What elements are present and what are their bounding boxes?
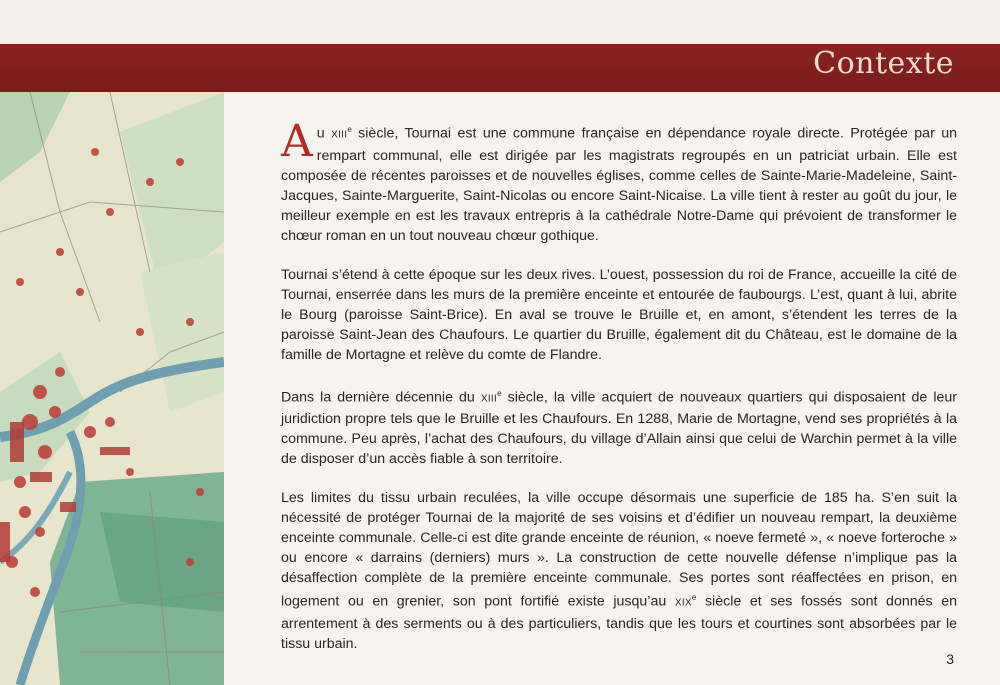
paragraph-4-text-b: siècle et ses fossés sont donnés en arrentement à des serments ou à des particuliers, tandis que les tours et courtines sont absorbées par le tissu urbain. (281, 594, 958, 653)
top-margin (0, 0, 1000, 44)
paragraph-1 (281, 116, 957, 246)
paragraph-1-text-a: u (316, 125, 332, 142)
century-numeral: XIX (674, 598, 692, 610)
paragraph-4-text-a: Les limites du tissu urbain reculées, la ville occupe désormais une superficie de 185 ha. S’en suit la nécessité de protéger Tournai de la majorité de ses voisins et d’édifier un nouveau rempart, la deuxième enceinte communale. Celle-ci est dite grande enceinte de réunion, « noeve fermeté », « noeve forteroche » ou encore « darrains (derniers) murs ». La construction de cette nouvelle défense n’implique pas la désaffection complète de la première enceinte communale. Ses portes sont réaffectées en prison, en logement ou en grenier, son pont fortifié existe jusqu’au (281, 490, 957, 611)
century-numeral: XIII (331, 129, 348, 141)
century-superscript: e (497, 388, 502, 398)
century-numeral: XIII (480, 393, 498, 405)
page-title: Contexte (813, 46, 954, 81)
century-superscript: e (691, 593, 697, 603)
map-drawing (0, 92, 224, 685)
paragraph-3 (281, 384, 957, 470)
paragraph-4 (281, 488, 957, 654)
paragraph-3-text-a: Dans la dernière décennie du (281, 389, 481, 406)
main-text (281, 116, 958, 673)
paragraph-3-text-b: siècle, la ville acquiert de nouveaux quartiers qui disposaient de leur juridiction propre tels que le Bruille et les Chaufours. En 1288, Marie de Mortagne, vend ses propriétés à la commune. Peu après, l’achat des Chaufours, du village d’Allain ainsi que celui de Warchin permet à la ville de disposer d’un accès fiable à son territoire. (281, 389, 957, 468)
page-number: 3 (946, 651, 954, 667)
paragraph-1-text-b: siècle, Tournai est une commune française en dépendance royale directe. Protégée par un rempart communal, elle est dirigée par les magistrats regroupés en un patriciat urbain. Elle est composée de récentes paroisses et de nouvelles églises, comme celles de Sainte-Marie-Madeleine, Saint-Jacques, Sainte-Marguerite, Saint-Nicolas ou encore Saint-Nicaise. La ville tient à rester au goût du jour, le meilleur exemple en est les travaux entrepris à la cathédrale Notre-Dame qui prévoient de transformer le chœur roman en un tout nouveau chœur gothique. (281, 125, 957, 244)
drop-cap: A (281, 116, 313, 167)
city-map-illustration (0, 92, 224, 685)
century-superscript: e (347, 125, 352, 134)
paragraph-2: Tournai s’étend à cette époque sur les deux rives. L’ouest, possession du roi de France, accueille la cité de Tournai, enserrée dans les murs de la première enceinte et entourée de faubourgs. L’est, quant à lui, abrite le Bourg (paroisse Saint-Brice). En aval se trouve le Bruille et, en amont, s’étendent les terres de la paroisse Saint-Jean des Chaufours. Le quartier du Bruille, également dit du Château, est le domaine de la famille de Mortagne et relève du comte de Flandre. (281, 266, 957, 363)
header-band (0, 44, 1000, 92)
